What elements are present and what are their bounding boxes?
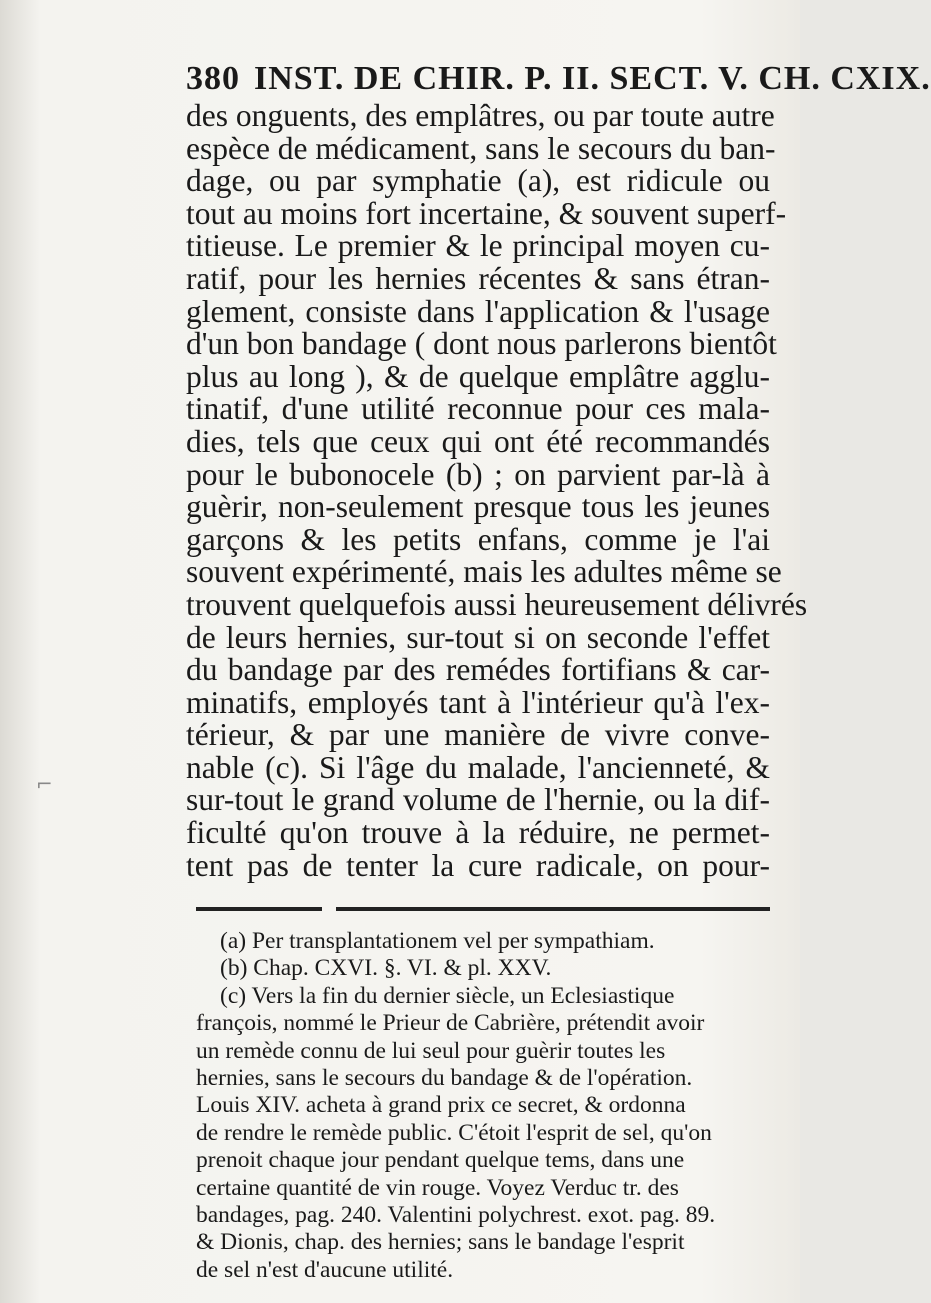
- footnote-line: certaine quantité de vin rouge. Voyez Verduc tr. des: [196, 1174, 679, 1201]
- text-line: tent pas de tenter la cure radicale, on pour-: [186, 847, 770, 883]
- footnote-line: Louis XIV. acheta à grand prix ce secret, & ordonna: [196, 1092, 686, 1119]
- footnote-line: de sel n'est d'aucune utilité.: [196, 1256, 454, 1283]
- footnote-line: prenoit chaque jour pendant quelque tems, dans une: [196, 1147, 685, 1174]
- text-line: espèce de médicament, sans le secours du ban-: [186, 130, 776, 166]
- text-line: térieur, & par une manière de vivre conve-: [186, 717, 770, 753]
- text-line: titieuse. Le premier & le principal moyen cu-: [186, 228, 770, 264]
- footnote-line: (b) Chap. CXVI. §. VI. & pl. XXV.: [220, 955, 552, 982]
- text-line: pour le bubonocele (b) ; on parvient par-là à: [186, 456, 770, 492]
- text-line: du bandage par des remédes fortifians & car-: [186, 652, 770, 688]
- text-line: tinatif, d'une utilité reconnue pour ces mala-: [186, 391, 770, 427]
- footnote-line: (c) Vers la fin du dernier siècle, un Eclesiastique: [220, 982, 675, 1009]
- footnote-line: de rendre le remède public. C'étoit l'esprit de sel, qu'on: [196, 1119, 712, 1146]
- footnote-line: hernies, sans le secours du bandage & de l'opération.: [196, 1065, 693, 1092]
- margin-mark: ⌐: [36, 772, 53, 796]
- text-line: dage, ou par symphatie (a), est ridicule ou: [186, 163, 770, 199]
- text-line: sur-tout le grand volume de l'hernie, ou la dif-: [186, 782, 770, 818]
- footnote-line: & Dionis, chap. des hernies; sans le bandage l'esprit: [196, 1229, 685, 1256]
- footnotes: [196, 928, 776, 1284]
- text-line: glement, consiste dans l'application & l'usage: [186, 293, 770, 329]
- text-line: plus au long ), & de quelque emplâtre agglu-: [186, 358, 770, 394]
- footnote-rule-right: [336, 907, 770, 911]
- text-line: minatifs, employés tant à l'intérieur qu'à l'ex-: [186, 684, 770, 720]
- text-line: ratif, pour les hernies récentes & sans étran-: [186, 260, 770, 296]
- text-line: nable (c). Si l'âge du malade, l'ancienneté, &: [186, 749, 770, 785]
- text-line: dies, tels que ceux qui ont été recommandés: [186, 423, 770, 459]
- main-text: [186, 98, 808, 883]
- text-line: trouvent quelquefois aussi heureusement délivrés: [186, 586, 808, 622]
- footnote-line: françois, nommé le Prieur de Cabrière, prétendit avoir: [196, 1010, 705, 1037]
- footnote-rule-left: [196, 907, 322, 911]
- footnote-line: bandages, pag. 240. Valentini polychrest. exot. pag. 89.: [196, 1202, 716, 1229]
- text-line: ficulté qu'on trouve à la réduire, ne permet-: [186, 815, 770, 851]
- text-line: de leurs hernies, sur-tout si on seconde l'effet: [186, 619, 770, 655]
- running-header: [186, 60, 931, 98]
- text-line: garçons & les petits enfans, comme je l'ai: [186, 521, 770, 557]
- text-line: guèrir, non-seulement presque tous les jeunes: [186, 489, 770, 525]
- text-line: tout au moins fort incertaine, & souvent superf-: [186, 195, 787, 231]
- page-number: 380: [186, 60, 240, 97]
- running-title: INST. DE CHIR. P. II. SECT. V. CH. CXIX.: [254, 60, 931, 97]
- text-line: des onguents, des emplâtres, ou par toute autre: [186, 98, 775, 133]
- text-line: souvent expérimenté, mais les adultes même se: [186, 554, 782, 590]
- footnote-line: un remède connu de lui seul pour guèrir toutes les: [196, 1037, 666, 1064]
- text-line: d'un bon bandage ( dont nous parlerons bientôt: [186, 326, 777, 362]
- footnote-line: (a) Per transplantationem vel per sympathiam.: [220, 928, 655, 954]
